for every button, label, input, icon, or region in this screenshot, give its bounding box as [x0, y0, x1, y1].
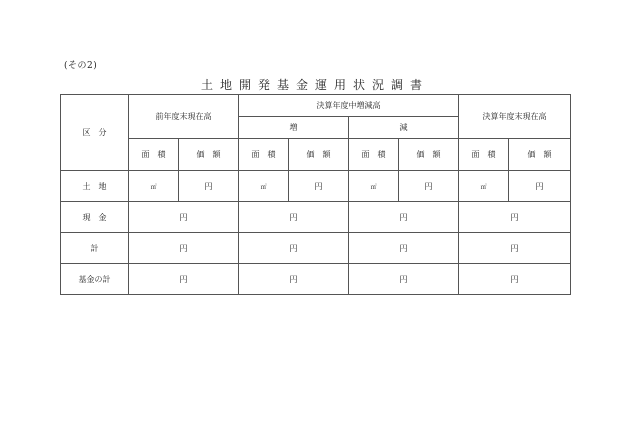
header-decrease: 減 — [349, 117, 459, 139]
header-amount: 価 額 — [509, 139, 571, 171]
header-row-3 — [61, 139, 571, 171]
amount-cell: 円 — [509, 171, 571, 202]
header-kubun: 区 分 — [61, 95, 129, 171]
header-amount: 価 額 — [399, 139, 459, 171]
header-amount: 価 額 — [289, 139, 349, 171]
header-area: 面 積 — [349, 139, 399, 171]
row-label: 基金の計 — [61, 264, 129, 295]
table-row — [61, 264, 571, 295]
amount-cell: 円 — [349, 233, 459, 264]
amount-cell: 円 — [349, 264, 459, 295]
header-increase: 増 — [239, 117, 349, 139]
page-note: (その2) — [64, 61, 98, 71]
amount-cell: 円 — [129, 233, 239, 264]
amount-cell: 円 — [399, 171, 459, 202]
amount-cell: 円 — [129, 202, 239, 233]
amount-cell: 円 — [349, 202, 459, 233]
table-row — [61, 202, 571, 233]
header-fy-end-balance: 決算年度末現在高 — [459, 95, 571, 139]
fund-status-table — [60, 94, 571, 295]
row-label: 土 地 — [61, 171, 129, 202]
table-row — [61, 233, 571, 264]
amount-cell: 円 — [289, 171, 349, 202]
header-amount: 価 額 — [179, 139, 239, 171]
amount-cell: 円 — [459, 264, 571, 295]
amount-cell: 円 — [179, 171, 239, 202]
amount-cell: 円 — [129, 264, 239, 295]
area-cell: ㎡ — [129, 171, 179, 202]
row-label: 現 金 — [61, 202, 129, 233]
amount-cell: 円 — [239, 233, 349, 264]
document-title: 土地開発基金運用状況調書 — [200, 78, 429, 92]
header-prev-balance: 前年度末現在高 — [129, 95, 239, 139]
amount-cell: 円 — [459, 202, 571, 233]
area-cell: ㎡ — [239, 171, 289, 202]
header-area: 面 積 — [239, 139, 289, 171]
header-row-1 — [61, 95, 571, 117]
area-cell: ㎡ — [349, 171, 399, 202]
amount-cell: 円 — [459, 233, 571, 264]
table-row — [61, 171, 571, 202]
header-area: 面 積 — [459, 139, 509, 171]
header-area: 面 積 — [129, 139, 179, 171]
header-fy-change: 決算年度中増減高 — [239, 95, 459, 117]
row-label: 計 — [61, 233, 129, 264]
area-cell: ㎡ — [459, 171, 509, 202]
amount-cell: 円 — [239, 202, 349, 233]
amount-cell: 円 — [239, 264, 349, 295]
